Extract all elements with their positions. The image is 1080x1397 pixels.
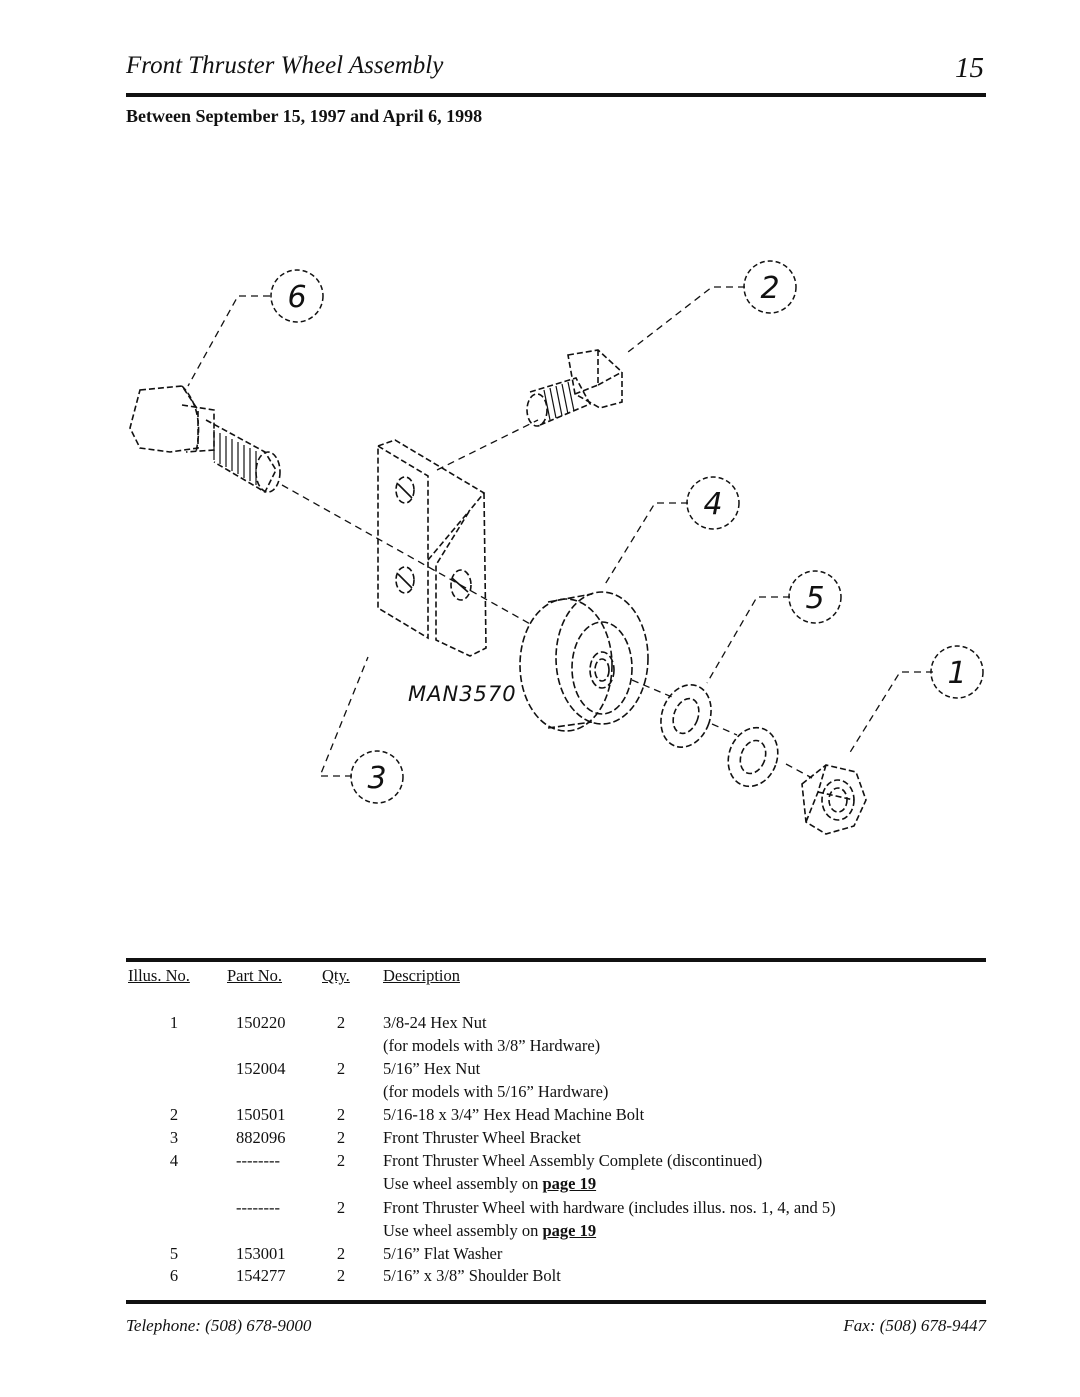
table-row	[126, 1244, 986, 1266]
callout-2-label: 2	[760, 271, 780, 306]
cell-part: 154277	[236, 1266, 286, 1285]
callout-1-label: 1	[947, 656, 967, 691]
header-qty: Qty.	[322, 966, 350, 985]
drawing-id: MAN3570	[408, 682, 517, 706]
shoulder-bolt-part	[130, 386, 280, 492]
table-row	[126, 1266, 986, 1288]
cell-desc: (for models with 3/8” Hardware)	[383, 1036, 601, 1055]
cell-qty: 2	[336, 1151, 346, 1170]
cell-part: 153001	[236, 1244, 286, 1263]
cell-desc: Front Thruster Wheel with hardware (includes illus. nos. 1, 4, and 5)	[383, 1198, 836, 1217]
header-part-no: Part No.	[227, 966, 282, 985]
header-illus-no: Illus. No.	[128, 966, 190, 985]
callout-3-label: 3	[367, 761, 387, 796]
cell-illus: 2	[169, 1105, 179, 1124]
cell-part: --------	[236, 1151, 280, 1170]
cell-qty: 2	[336, 1128, 346, 1147]
cell-qty: 2	[336, 1013, 346, 1032]
cell-desc: 5/16-18 x 3/4” Hex Head Machine Bolt	[383, 1105, 645, 1124]
table-rule	[126, 958, 986, 962]
callout-4-label: 4	[703, 487, 723, 522]
fax-number: Fax: (508) 678-9447	[843, 1316, 986, 1335]
cell-illus: 1	[169, 1013, 179, 1032]
cell-part: 882096	[236, 1128, 286, 1147]
cell-illus: 6	[169, 1266, 179, 1285]
wheel-bracket-part	[378, 440, 486, 656]
cell-desc: Use wheel assembly on page 19	[383, 1174, 597, 1193]
telephone-number: Telephone: (508) 678-9000	[126, 1316, 312, 1335]
callout-5-label: 5	[805, 581, 825, 616]
table-row	[126, 1036, 986, 1058]
cell-desc: 5/16” x 3/8” Shoulder Bolt	[383, 1266, 561, 1285]
table-row	[126, 1013, 986, 1035]
cell-illus: 4	[169, 1151, 179, 1170]
cell-part: 152004	[236, 1059, 286, 1078]
cell-part: 150501	[236, 1105, 286, 1124]
table-row	[126, 1174, 986, 1196]
page-number: 15	[955, 52, 984, 84]
header-description: Description	[383, 966, 460, 985]
cell-qty: 2	[336, 1266, 346, 1285]
footer-rule	[126, 1300, 986, 1304]
page-title: Front Thruster Wheel Assembly	[126, 52, 444, 79]
page-19-link[interactable]: page 19	[542, 1174, 597, 1193]
table-row	[126, 1105, 986, 1127]
table-row	[126, 1151, 986, 1173]
callout-6-label: 6	[287, 280, 307, 315]
table-row	[126, 1059, 986, 1081]
cell-part: --------	[236, 1198, 280, 1217]
table-row	[126, 1198, 986, 1220]
table-row	[126, 1128, 986, 1150]
cell-part: 150220	[236, 1013, 286, 1032]
header-rule	[126, 93, 986, 97]
cell-illus: 5	[169, 1244, 179, 1263]
table-row	[126, 1082, 986, 1104]
cell-desc: 5/16” Flat Washer	[383, 1244, 503, 1263]
cell-desc: (for models with 5/16” Hardware)	[383, 1082, 609, 1101]
cell-desc: 5/16” Hex Nut	[383, 1059, 481, 1078]
cell-desc: Front Thruster Wheel Bracket	[383, 1128, 581, 1147]
hex-nut-part	[802, 765, 866, 834]
cell-desc: Use wheel assembly on page 19	[383, 1221, 597, 1240]
flat-washer-part	[653, 678, 786, 794]
cell-qty: 2	[336, 1198, 346, 1217]
date-range-subtitle: Between September 15, 1997 and April 6, 1998	[126, 106, 483, 126]
cell-qty: 2	[336, 1244, 346, 1263]
cell-desc: 3/8-24 Hex Nut	[383, 1013, 487, 1032]
page-19-link[interactable]: page 19	[542, 1221, 597, 1240]
thruster-wheel-part	[520, 592, 648, 731]
cell-illus: 3	[169, 1128, 179, 1147]
cell-desc: Front Thruster Wheel Assembly Complete (discontinued)	[383, 1151, 763, 1170]
hex-bolt-part	[527, 350, 622, 426]
table-row	[126, 1221, 986, 1243]
cell-qty: 2	[336, 1105, 346, 1124]
cell-qty: 2	[336, 1059, 346, 1078]
